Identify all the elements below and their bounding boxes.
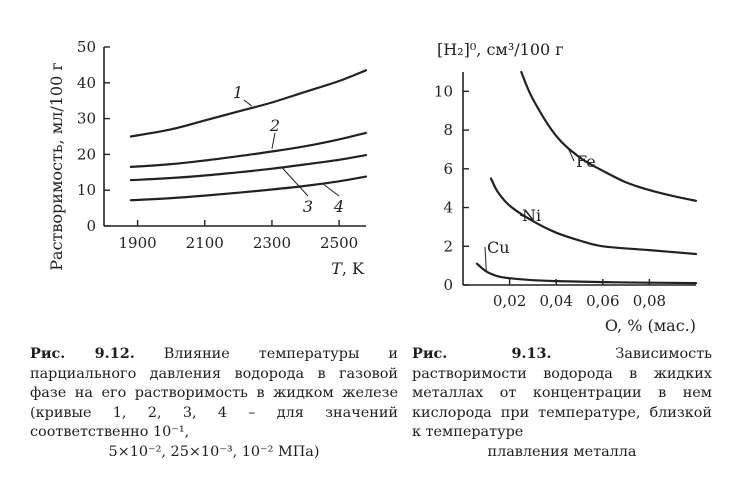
figure-caption-9-13 [412, 344, 712, 462]
x-tick-label: 0,06 [586, 292, 620, 310]
caption-text-9-13: Зависимость растворимости водорода в жидких металлах от концентрации в нем кислорода при температуре, близкой к температуре [412, 346, 712, 440]
y-tick-label: 10 [433, 82, 453, 101]
curve-label-3: 3 [302, 197, 314, 216]
y-tick-label: 0 [86, 217, 96, 235]
curve-label-fe: Fe [576, 152, 596, 171]
x-axis-title-variable: T [331, 259, 342, 278]
y-tick-label: 2 [443, 237, 453, 256]
leader-line-curve-2 [272, 133, 275, 149]
caption-text-9-12: Влияние температуры и парциального давления водорода в газовой фазе на его растворимость в жидком железе (кривые 1, 2, 3, 4 – для значений соответственно 10⁻¹, [30, 346, 398, 440]
y-axis-title: [H₂]⁰, см³/100 г [437, 40, 564, 59]
leader-line-curve-3 [282, 168, 308, 196]
y-tick-label: 30 [76, 109, 96, 128]
y-tick-label: 0 [443, 276, 453, 294]
line-series-4 [131, 177, 366, 201]
y-axis-title: Растворимость, мл/100 г [47, 62, 66, 271]
figure-caption-9-12 [30, 344, 398, 462]
leader-line-curve-4 [322, 183, 339, 196]
caption-last-line-9-12: 5×10⁻², 25×10⁻³, 10⁻² МПа) [108, 443, 320, 460]
x-axis-title: O, % (мас.) [604, 316, 696, 335]
x-tick-label: 2300 [252, 234, 292, 252]
line-series-3 [131, 155, 366, 180]
x-tick-label: 0,04 [539, 292, 573, 310]
x-tick-label: 0,08 [632, 292, 667, 310]
curve-label-4: 4 [333, 197, 345, 216]
curve-label-ni: Ni [522, 206, 542, 225]
x-tick-label: 2100 [185, 234, 224, 252]
x-tick-label: 2500 [320, 234, 359, 252]
x-axis-title-unit: , K [341, 259, 364, 278]
chart-hydrogen-vs-oxygen [434, 40, 696, 335]
chart-solubility-vs-temperature [47, 38, 366, 278]
curve-label-cu: Cu [487, 238, 510, 257]
curve-label-2: 2 [269, 116, 281, 135]
y-tick-label: 4 [443, 198, 453, 217]
y-tick-label: 40 [76, 73, 96, 92]
x-tick-label: 1900 [118, 234, 157, 252]
x-tick-label: 0,02 [492, 292, 527, 310]
caption-label-9-13: Рис. 9.13. [412, 345, 552, 362]
y-tick-label: 20 [76, 145, 96, 164]
caption-last-line-9-13: плавления металла [487, 443, 637, 460]
y-tick-label: 10 [76, 181, 96, 200]
caption-label-9-12: Рис. 9.12. [30, 345, 135, 362]
leader-line-curve-1 [244, 100, 252, 106]
curve-label-1: 1 [232, 83, 244, 102]
y-tick-label: 6 [443, 159, 453, 178]
x-axis-title [331, 259, 365, 278]
line-series-Fe [521, 72, 696, 201]
y-tick-label: 50 [76, 38, 96, 56]
y-tick-label: 8 [443, 121, 453, 140]
